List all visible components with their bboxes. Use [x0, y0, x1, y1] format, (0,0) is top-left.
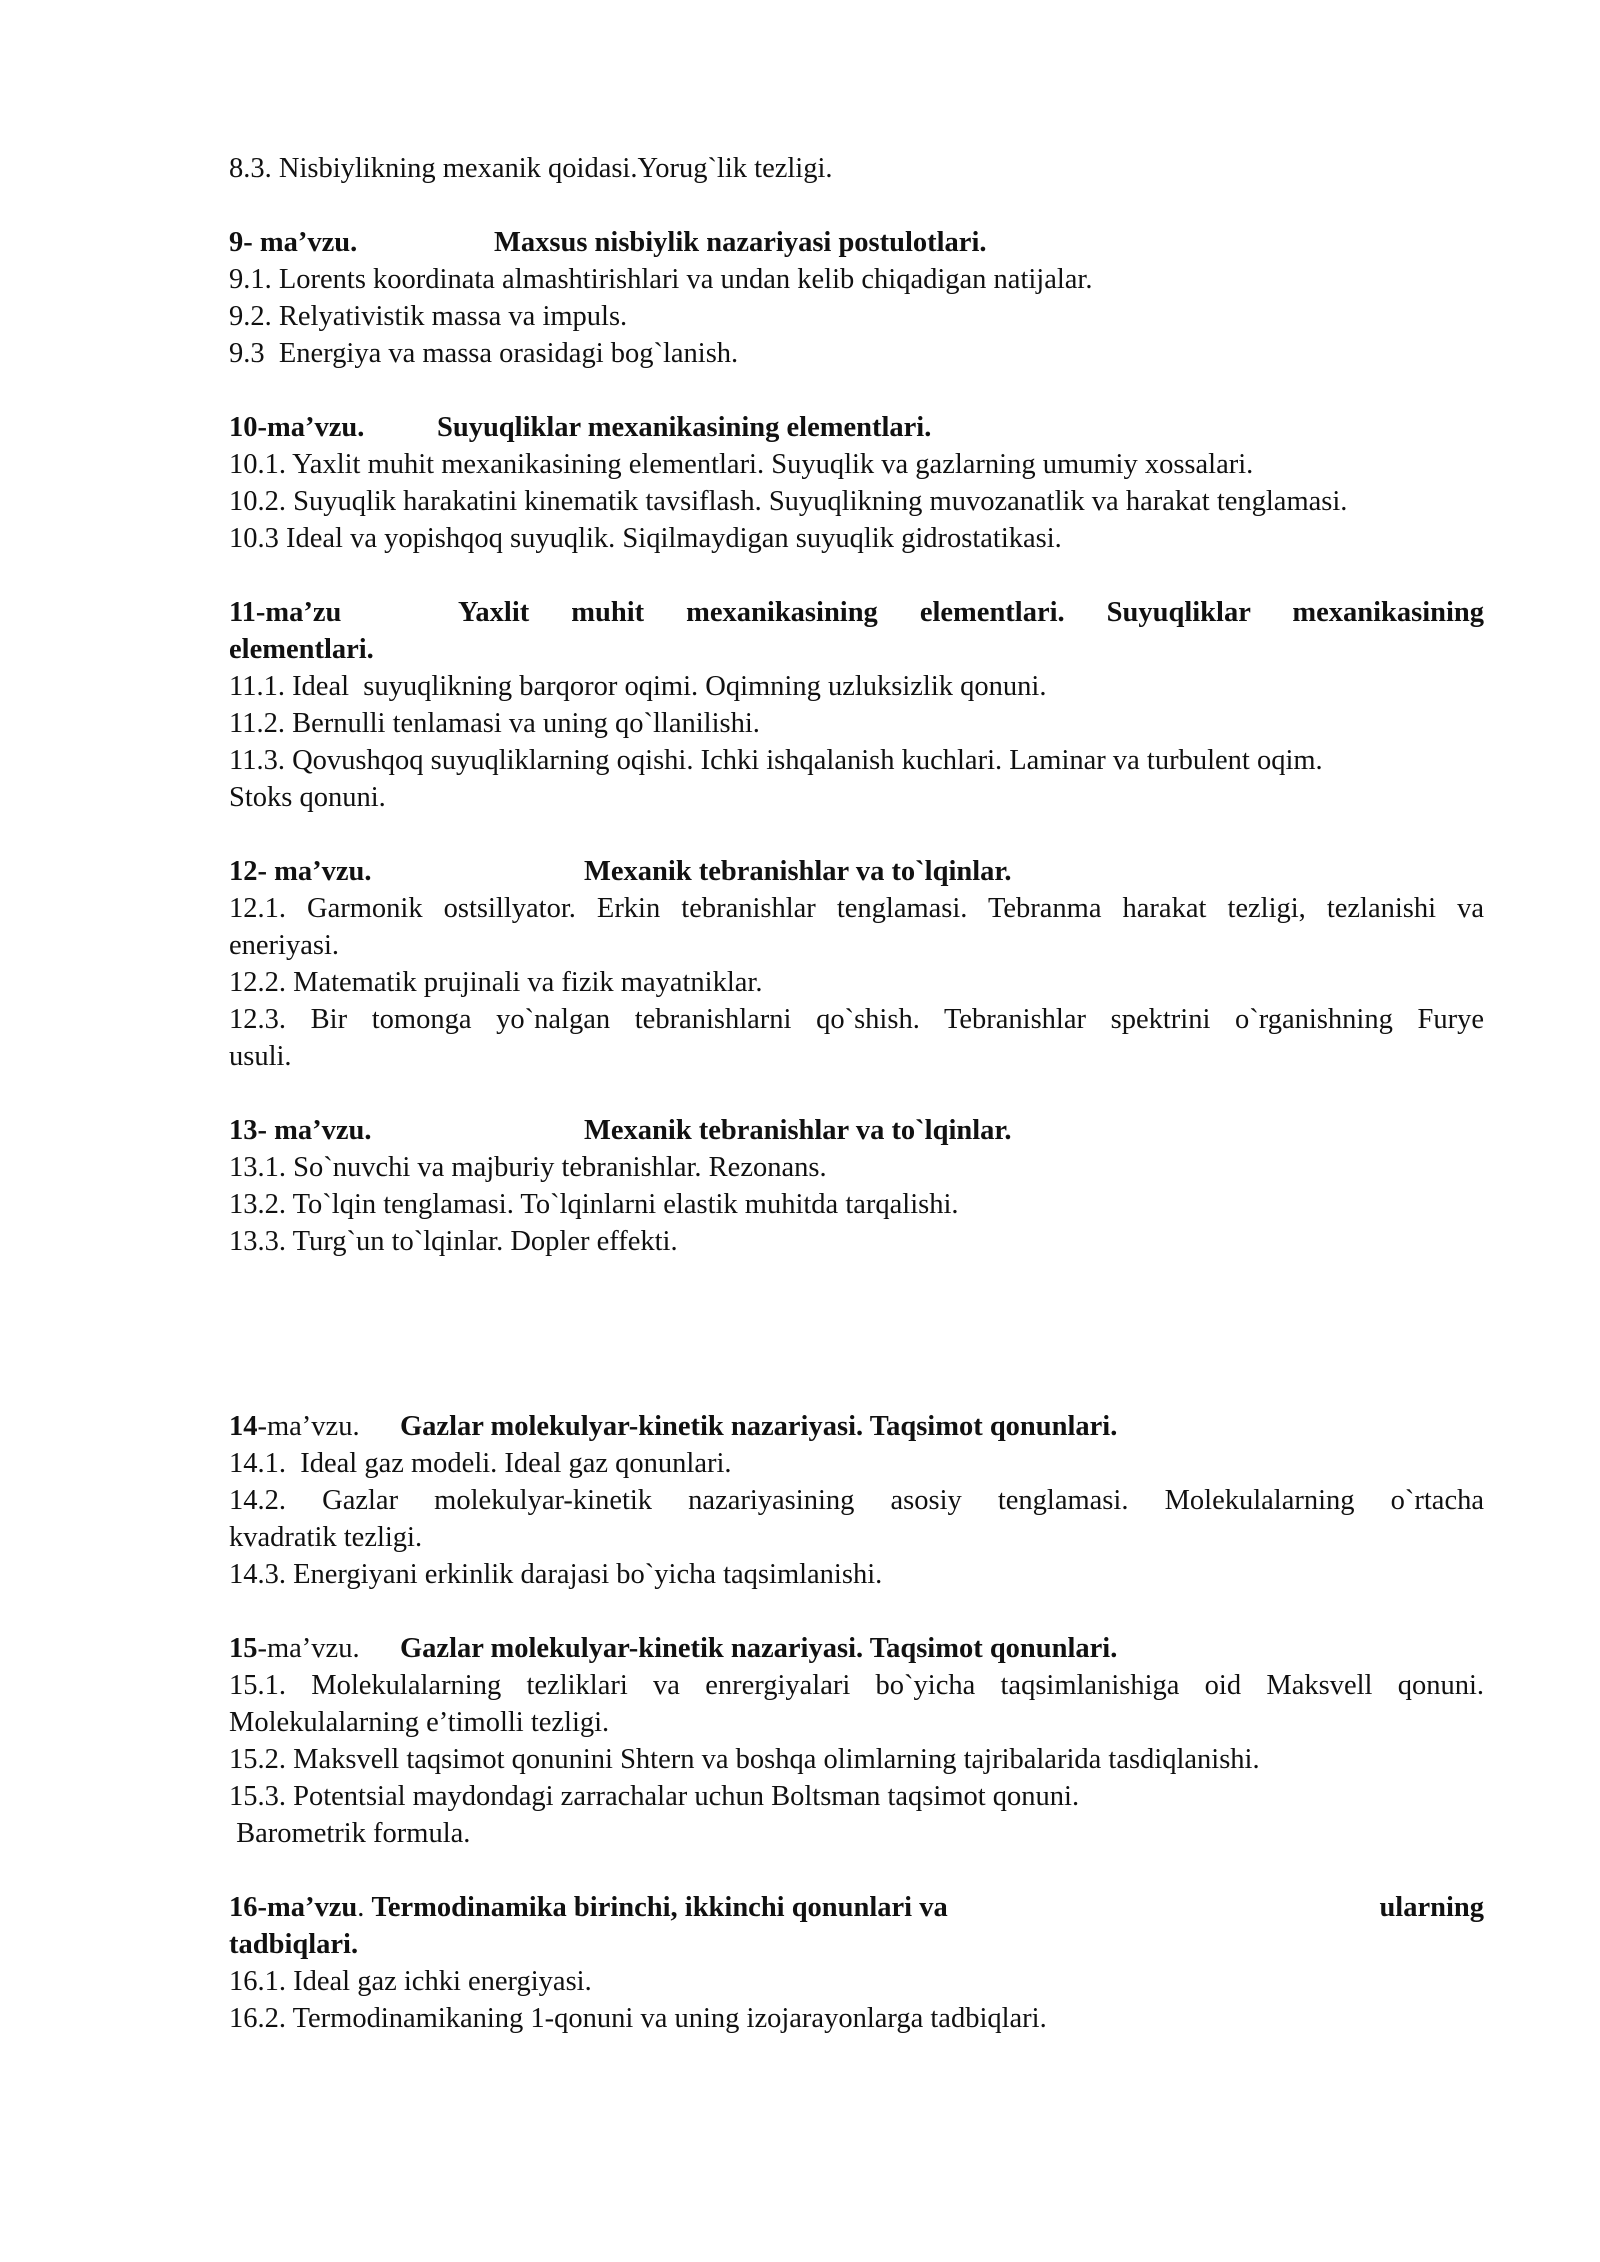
- list-item: 14.2. Gazlar molekulyar-kinetik nazariyasining asosiy tenglamasi. Molekulalarning o`rtacha: [229, 1485, 1484, 1516]
- list-item-continued: Stoks qonuni.: [229, 782, 386, 813]
- list-item: 15.2. Maksvell taqsimot qonunini Shtern va boshqa olimlarning tajribalarida tasdiqlanishi.: [229, 1744, 1260, 1775]
- section-heading: [229, 853, 1484, 890]
- list-item: 12.3. Bir tomonga yo`nalgan tebranishlarni qo`shish. Tebranishlar spektrini o`rganishning Furye: [229, 1004, 1484, 1035]
- section-title: Gazlar molekulyar-kinetik nazariyasi. Taqsimot qonunlari.: [400, 1411, 1118, 1442]
- section-heading: [229, 594, 1484, 631]
- section-heading: [229, 1112, 1484, 1149]
- section-title: Yaxlit muhit mexanikasining elementlari. Suyuqliklar mexanikasining: [458, 597, 1484, 628]
- list-item-continued: Molekulalarning e’timolli tezligi.: [229, 1707, 610, 1738]
- list-item: 9.3 Energiya va massa orasidagi bog`lanish.: [229, 338, 739, 369]
- list-item: 14.1. Ideal gaz modeli. Ideal gaz qonunlari.: [229, 1448, 732, 1479]
- section-number: 10-ma’vzu.: [229, 412, 365, 443]
- list-item: 9.2. Relyativistik massa va impuls.: [229, 301, 628, 332]
- section-title-end: ularning: [1379, 1892, 1484, 1923]
- section-number: 12- ma’vzu.: [229, 856, 372, 887]
- list-item: 10.2. Suyuqlik harakatini kinematik tavsiflash. Suyuqlikning muvozanatlik va harakat tenglamasi.: [229, 486, 1348, 517]
- list-item: 11.1. Ideal suyuqlikning barqoror oqimi. Oqimning uzluksizlik qonuni.: [229, 671, 1047, 702]
- section-heading: [229, 1630, 1484, 1667]
- list-item: 10.1. Yaxlit muhit mexanikasining elementlari. Suyuqlik va gazlarning umumiy xossalari.: [229, 449, 1254, 480]
- list-item: 16.1. Ideal gaz ichki energiyasi.: [229, 1966, 592, 1997]
- section-title: Maxsus nisbiylik nazariyasi postulotlari.: [494, 227, 987, 258]
- list-item: 8.3. Nisbiylikning mexanik qoidasi.Yorug`lik tezligi.: [229, 153, 833, 184]
- list-item-continued: kvadratik tezligi.: [229, 1522, 423, 1553]
- section-title: 16-ma’vzu. Termodinamika birinchi, ikkinchi qonunlari va: [229, 1892, 948, 1923]
- list-item: 11.3. Qovushqoq suyuqliklarning oqishi. Ichki ishqalanish kuchlari. Laminar va turbulent oqim.: [229, 745, 1323, 776]
- section-number: 9- ma’vzu.: [229, 227, 358, 258]
- section-heading: [229, 1889, 1484, 1926]
- list-item: 15.3. Potentsial maydondagi zarrachalar uchun Boltsman taqsimot qonuni.: [229, 1781, 1080, 1812]
- list-item-continued: usuli.: [229, 1041, 292, 1072]
- list-item: 11.2. Bernulli tenlamasi va uning qo`llanilishi.: [229, 708, 760, 739]
- list-item: 9.1. Lorents koordinata almashtirishlari va undan kelib chiqadigan natijalar.: [229, 264, 1093, 295]
- section-heading: [229, 224, 1484, 261]
- section-number: 11-ma’zu: [229, 597, 342, 628]
- list-item: 16.2. Termodinamikaning 1-qonuni va uning izojarayonlarga tadbiqlari.: [229, 2003, 1047, 2034]
- section-title-continued: elementlari.: [229, 634, 374, 665]
- list-item: 13.2. To`lqin tenglamasi. To`lqinlarni elastik muhitda tarqalishi.: [229, 1189, 959, 1220]
- list-item: 10.3 Ideal va yopishqoq suyuqlik. Siqilmaydigan suyuqlik gidrostatikasi.: [229, 523, 1062, 554]
- section-title-continued: tadbiqlari.: [229, 1929, 359, 1960]
- list-item: 14.3. Energiyani erkinlik darajasi bo`yicha taqsimlanishi.: [229, 1559, 883, 1590]
- list-item: 15.1. Molekulalarning tezliklari va enrergiyalari bo`yicha taqsimlanishiga oid Maksvell qonuni.: [229, 1670, 1484, 1701]
- list-item: 13.1. So`nuvchi va majburiy tebranishlar. Rezonans.: [229, 1152, 827, 1183]
- list-item: 12.1. Garmonik ostsillyator. Erkin tebranishlar tenglamasi. Tebranma harakat tezligi, tezlanishi va: [229, 893, 1484, 924]
- list-item-continued: Barometrik formula.: [229, 1818, 471, 1849]
- list-item: 12.2. Matematik prujinali va fizik mayatniklar.: [229, 967, 763, 998]
- list-item: 13.3. Turg`un to`lqinlar. Dopler effekti.: [229, 1226, 678, 1257]
- section-number: 15-ma’vzu.: [229, 1633, 360, 1664]
- section-title: Mexanik tebranishlar va to`lqinlar.: [584, 856, 1012, 887]
- section-number: 13- ma’vzu.: [229, 1115, 372, 1146]
- document-page: [229, 150, 1484, 2037]
- section-title: Suyuqliklar mexanikasining elementlari.: [437, 412, 932, 443]
- section-heading: [229, 1408, 1484, 1445]
- list-item-continued: eneriyasi.: [229, 930, 339, 961]
- section-heading: [229, 409, 1484, 446]
- section-title: Gazlar molekulyar-kinetik nazariyasi. Taqsimot qonunlari.: [400, 1633, 1118, 1664]
- section-title: Mexanik tebranishlar va to`lqinlar.: [584, 1115, 1012, 1146]
- section-number: 14-ma’vzu.: [229, 1411, 360, 1442]
